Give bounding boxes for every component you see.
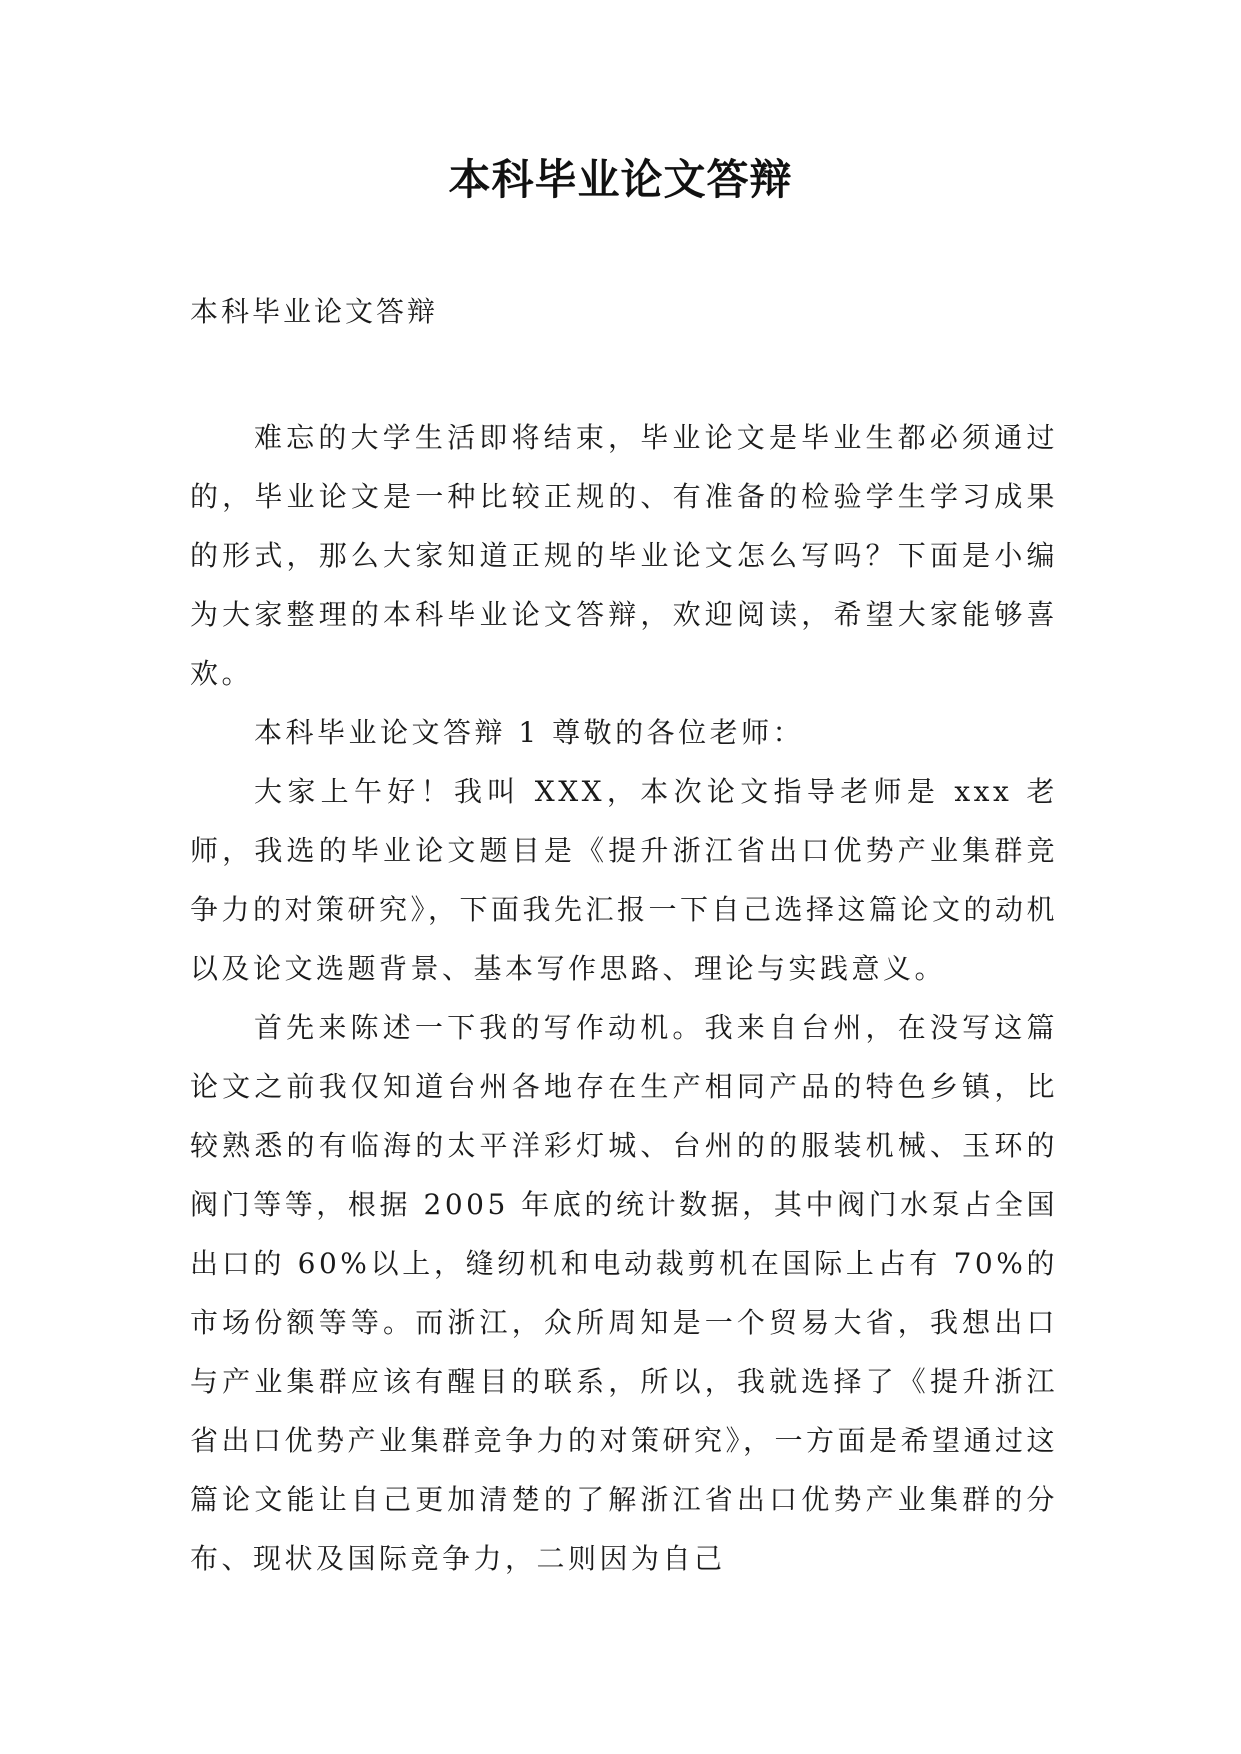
document-subtitle: 本科毕业论文答辩 [190,295,439,328]
document-body [190,408,1058,1588]
paragraph-salutation: 本科毕业论文答辩 1 尊敬的各位老师： [254,716,805,749]
paragraph-intro: 难忘的大学生活即将结束，毕业论文是毕业生都必须通过的，毕业论文是一种比较正规的、有准备的检验学生学习成果的形式，那么大家知道正规的毕业论文怎么写吗？下面是小编为大家整理的本科毕业论文答辩，欢迎阅读，希望大家能够喜欢。 [190,421,1058,690]
paragraph-motivation: 首先来陈述一下我的写作动机。我来自台州，在没写这篇论文之前我仅知道台州各地存在生产相同产品的特色乡镇，比较熟悉的有临海的太平洋彩灯城、台州的的服装机械、玉环的阀门等等，根据 2005 年底的统计数据，其中阀门水泵占全国出口的 60%以上，缝纫机和电动裁剪机在国际上占有 70%的市场份额等等。而浙江，众所周知是一个贸易大省，我想出口与产业集群应该有醒目的联系，所以，我就选择了《提升浙江省出口优势产业集群竞争力的对策研究》，一方面是希望通过这篇论文能让自己更加清楚的了解浙江省出口优势产业集群的分布、现状及国际竞争力，二则因为自己 [190,1011,1059,1575]
paragraph-self-introduction: 大家上午好！我叫 XXX，本次论文指导老师是 xxx 老师，我选的毕业论文题目是《提升浙江省出口优势产业集群竞争力的对策研究》，下面我先汇报一下自己选择这篇论文的动机以及论文选题背景、基本写作思路、理论与实践意义。 [190,775,1059,985]
document-title: 本科毕业论文答辩 [448,155,793,204]
